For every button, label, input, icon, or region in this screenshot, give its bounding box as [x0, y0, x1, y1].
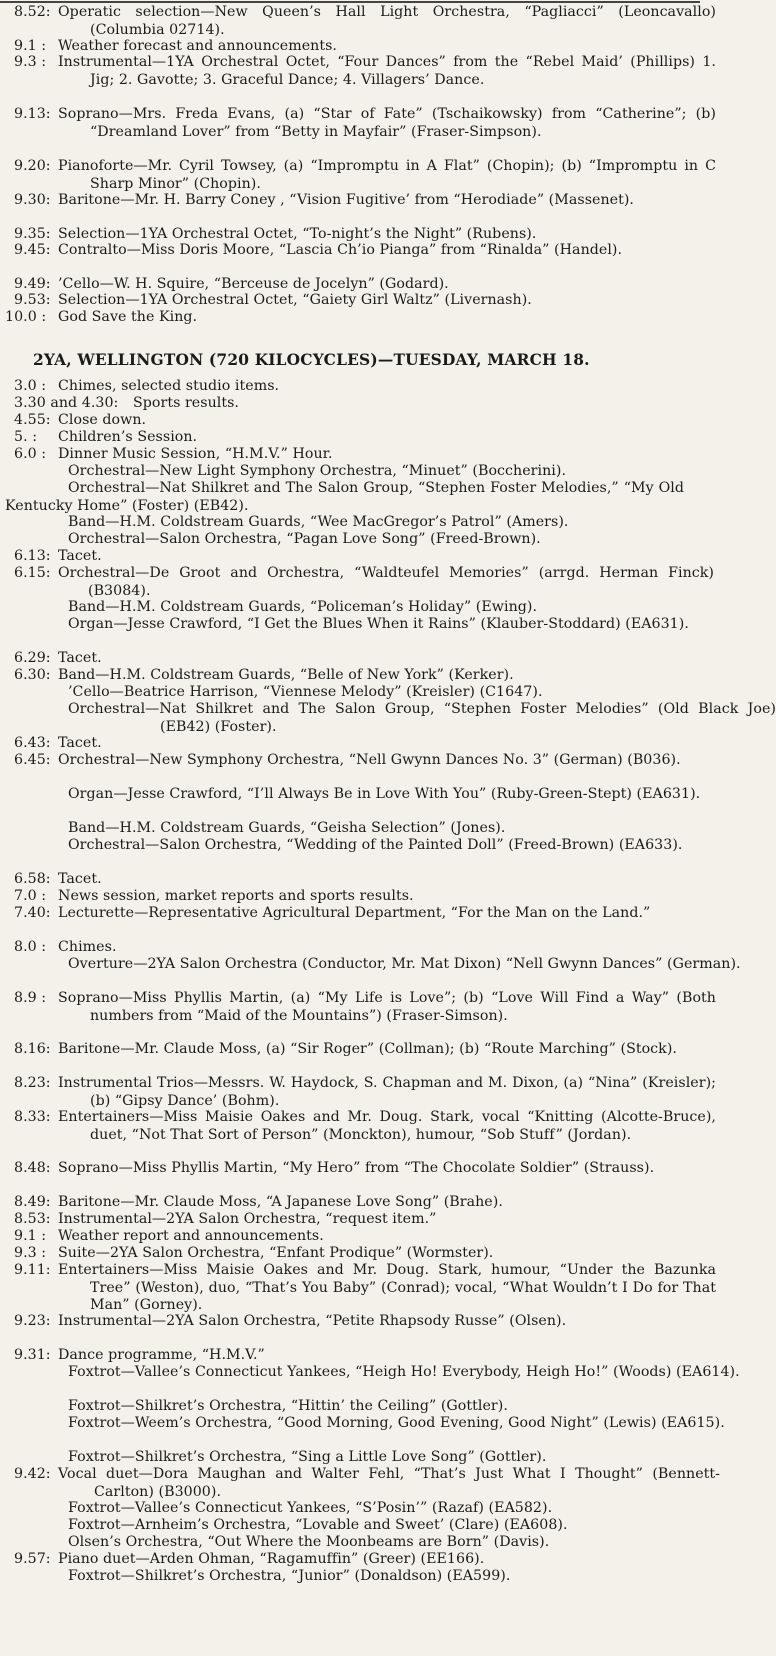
- 1ya-entry: [0, 54, 716, 105]
- 2ya-entry: [0, 463, 700, 480]
- entry-time: 7.40:: [14, 905, 51, 921]
- 1ya-entry: [0, 158, 716, 192]
- entry-time: 8.52:: [14, 4, 51, 20]
- entry-time: 9.30:: [14, 192, 51, 208]
- entry-time: 6.30:: [14, 667, 51, 683]
- entry-text: ’Cello—W. H. Squire, “Berceuse de Jocelyn” (Godard).: [58, 276, 449, 292]
- 2ya-entry: [0, 684, 700, 701]
- entry-time: 9.20:: [14, 158, 51, 174]
- entry-time: 8.33:: [14, 1109, 51, 1125]
- 2ya-entry: [0, 429, 700, 446]
- 1ya-entry: [0, 292, 700, 309]
- entry-text: Tacet.: [58, 871, 102, 887]
- 2ya-entry: [0, 1075, 716, 1109]
- 2ya-entry: [0, 480, 700, 514]
- entry-text: Band—H.M. Coldstream Guards, “Policeman’s Holiday” (Ewing).: [68, 599, 538, 615]
- entry-text: Baritone—Mr. Claude Moss, “A Japanese Love Song” (Brahe).: [58, 1194, 503, 1210]
- 2ya-entry: [0, 786, 700, 820]
- entry-time: 4.55:: [14, 412, 51, 428]
- entry-time: 9.42:: [14, 1466, 51, 1482]
- entry-text: Baritone—Mr. H. Barry Coney , “Vision Fugitive’ from “Herodiade” (Massenet).: [58, 192, 634, 208]
- entry-text: Weather report and announcements.: [58, 1228, 324, 1244]
- entry-time: 6.58:: [14, 871, 51, 887]
- entry-text: Band—H.M. Coldstream Guards, “Wee MacGregor’s Patrol” (Amers).: [68, 514, 569, 530]
- 2ya-entry: [0, 650, 700, 667]
- entry-text: Orchestral—New Symphony Orchestra, “Nell Gwynn Dances No. 3” (German) (B036).: [58, 752, 681, 768]
- entry-text: Sports results.: [133, 395, 239, 411]
- 2ya-entry: [0, 1194, 700, 1211]
- entry-text: ’Cello—Beatrice Harrison, “Viennese Melody” (Kreisler) (C1647).: [68, 684, 543, 700]
- entry-time: 7.0 :: [14, 888, 47, 904]
- entry-text: Dance programme, “H.M.V.”: [58, 1347, 265, 1363]
- 1ya-entry: [0, 309, 700, 326]
- 2ya-entry: [0, 378, 700, 395]
- entry-text: Instrumental—2YA Salon Orchestra, “request item.”: [58, 1211, 437, 1227]
- entry-time: 9.53:: [14, 292, 51, 308]
- entry-text: Piano duet—Arden Ohman, “Ragamuffin” (Greer) (EE166).: [58, 1551, 485, 1567]
- top-rule: [0, 1, 700, 3]
- 1ya-entry: [0, 276, 700, 293]
- 2ya-entry: [0, 1551, 700, 1568]
- entry-text: Organ—Jesse Crawford, “I Get the Blues When it Rains” (Klauber-Stoddard) (EA631).: [68, 616, 689, 632]
- entry-time: 9.11:: [14, 1262, 51, 1278]
- entry-time: 3.0 :: [14, 378, 47, 394]
- entry-time: 9.57:: [14, 1551, 51, 1567]
- entry-time: 9.45:: [14, 242, 51, 258]
- entry-text: Orchestral—Salon Orchestra, “Pagan Love Song” (Freed-Brown).: [68, 531, 541, 547]
- entry-time: 10.0 :: [5, 309, 47, 325]
- 2ya-entry: [0, 412, 700, 429]
- entry-text: News session, market reports and sports results.: [58, 888, 414, 904]
- entry-text: Orchestral—De Groot and Orchestra, “Waldteufel Memories” (arrgd. Herman Finck) (B3084).: [58, 565, 714, 599]
- entry-time: 9.31:: [14, 1347, 51, 1363]
- 2ya-entry: [0, 1262, 716, 1314]
- entry-text: Entertainers—Miss Maisie Oakes and Mr. Doug. Stark, humour, “Under the Bazunka Tree” (Weston), duo, “That’s You Baby” (Conrad); vocal, “What Wouldn’t I Do for That Man” (Gorney).: [58, 1262, 716, 1314]
- entry-time: 9.49:: [14, 276, 51, 292]
- entry-text: Band—H.M. Coldstream Guards, “Belle of New York” (Kerker).: [58, 667, 514, 683]
- entry-text: Overture—2YA Salon Orchestra (Conductor, Mr. Mat Dixon) “Nell Gwynn Dances” (German).: [68, 956, 741, 972]
- 2ya-entry: [0, 888, 700, 905]
- entry-text: Instrumental—1YA Orchestral Octet, “Four Dances” from the “Rebel Maid’ (Phillips) 1. Jig; 2. Gavotte; 3. Graceful Dance; 4. Villagers’ Dance.: [58, 54, 716, 88]
- entry-time: 6.29:: [14, 650, 51, 666]
- 1ya-entry: [0, 38, 700, 55]
- 2ya-entry: [0, 565, 714, 599]
- entry-text: Vocal duet—Dora Maughan and Walter Fehl, “That’s Just What I Thought” (Bennett-Carlton) (B3000).: [58, 1466, 720, 1500]
- entry-text: Foxtrot—Shilkret’s Orchestra, “Junior” (Donaldson) (EA599).: [68, 1568, 511, 1584]
- entry-time: 9.1 :: [14, 38, 47, 54]
- 2ya-entry: [0, 1228, 700, 1245]
- entry-text: God Save the King.: [58, 309, 198, 325]
- entry-text: Foxtrot—Vallee’s Connecticut Yankees, “Heigh Ho! Everybody, Heigh Ho!” (Woods) (EA614).: [68, 1364, 740, 1380]
- entry-time: 6.43:: [14, 735, 51, 751]
- 1ya-entry: [0, 4, 716, 38]
- entry-text: Soprano—Miss Phyllis Martin, (a) “My Life is Love”; (b) “Love Will Find a Way” (Both numbers from “Maid of the Mountains”) (Fraser-Simson).: [58, 990, 716, 1024]
- entry-time: 5. :: [14, 429, 38, 445]
- 2ya-entry: [0, 1109, 716, 1160]
- entry-time: 8.9 :: [14, 990, 47, 1006]
- entry-time: 6.15:: [14, 565, 51, 581]
- entry-text: Instrumental—2YA Salon Orchestra, “Petite Rhapsody Russe” (Olsen).: [58, 1313, 567, 1329]
- entry-text: Contralto—Miss Doris Moore, “Lascia Ch’io Pianga” from “Rinalda” (Handel).: [58, 242, 623, 258]
- entry-time: 8.16:: [14, 1041, 51, 1057]
- 2ya-entry: [0, 395, 700, 412]
- entry-text: Orchestral—Nat Shilkret and The Salon Group, “Stephen Foster Melodies,” “My Old Kentucky Home” (Foster) (EB42).: [5, 480, 684, 514]
- entry-text: Foxtrot—Weem’s Orchestra, “Good Morning, Good Evening, Good Night” (Lewis) (EA615).: [68, 1415, 725, 1431]
- entry-text: Orchestral—New Light Symphony Orchestra, “Minuet” (Boccherini).: [68, 463, 567, 479]
- entry-text: Operatic selection—New Queen’s Hall Light Orchestra, “Pagliacci” (Leoncavallo) (Columbia 02714).: [58, 4, 716, 38]
- entry-time: 8.53:: [14, 1211, 51, 1227]
- entry-text: Foxtrot—Arnheim’s Orchestra, “Lovable and Sweet’ (Clare) (EA608).: [68, 1517, 568, 1533]
- 2ya-entry: [0, 735, 700, 752]
- 2ya-entry: [0, 1160, 700, 1194]
- section-heading-2ya: 2YA, WELLINGTON (720 KILOCYCLES)—TUESDAY, MARCH 18.: [33, 351, 590, 369]
- entry-text: Soprano—Mrs. Freda Evans, (a) “Star of Fate” (Tschaikowsky) from “Catherine”; (b) “Dreamland Lover” from “Betty in Mayfair” (Fraser-Simpson).: [58, 106, 716, 140]
- 2ya-entry: [0, 1041, 700, 1075]
- entry-time: 9.13:: [14, 106, 51, 122]
- 2ya-entry: [0, 939, 700, 956]
- 2ya-entry: [0, 616, 700, 650]
- entry-text: Baritone—Mr. Claude Moss, (a) “Sir Roger” (Collman); (b) “Route Marching” (Stock).: [58, 1041, 677, 1057]
- entry-text: Tacet.: [58, 548, 102, 564]
- entry-text: Pianoforte—Mr. Cyril Towsey, (a) “Impromptu in A Flat” (Chopin); (b) “Impromptu in C Sharp Minor” (Chopin).: [58, 158, 716, 192]
- entry-text: Olsen’s Orchestra, “Out Where the Moonbeams are Born” (Davis).: [68, 1534, 550, 1550]
- entry-text: Orchestral—Nat Shilkret and The Salon Group, “Stephen Foster Melodies” (Old Black Joe) (EB42) (Foster).: [68, 701, 776, 735]
- entry-text: Foxtrot—Vallee’s Connecticut Yankees, “S’Posin’” (Razaf) (EA582).: [68, 1500, 553, 1516]
- entry-text: Chimes, selected studio items.: [58, 378, 280, 394]
- 2ya-entry: [0, 1517, 700, 1534]
- entry-time: 9.1 :: [14, 1228, 47, 1244]
- 2ya-entry: [0, 1500, 700, 1517]
- 2ya-entry: [0, 1449, 700, 1466]
- entry-text: Orchestral—Salon Orchestra, “Wedding of the Painted Doll” (Freed-Brown) (EA633).: [68, 837, 683, 853]
- 2ya-entry: [0, 531, 700, 548]
- entry-time: 9.35:: [14, 226, 51, 242]
- entry-time: 3.30 and 4.30:: [14, 395, 119, 411]
- 2ya-entry: [0, 1364, 740, 1398]
- entry-text: Entertainers—Miss Maisie Oakes and Mr. Doug. Stark, vocal “Knitting (Alcotte-Bruce), duet, “Not That Sort of Person” (Monckton), humour, “Sob Stuff” (Jordan).: [58, 1109, 716, 1143]
- 2ya-entry: [0, 820, 700, 837]
- 2ya-entry: [0, 871, 700, 888]
- entry-text: Foxtrot—Shilkret’s Orchestra, “Sing a Little Love Song” (Gottler).: [68, 1449, 547, 1465]
- 2ya-entry: [0, 752, 700, 786]
- 2ya-entry: [0, 1398, 700, 1415]
- entry-time: 8.0 :: [14, 939, 47, 955]
- entry-time: 8.48:: [14, 1160, 51, 1176]
- entry-text: Tacet.: [58, 735, 102, 751]
- 2ya-entry: [0, 548, 700, 565]
- entry-time: 9.3 :: [14, 1245, 47, 1261]
- entry-text: Dinner Music Session, “H.M.V.” Hour.: [58, 446, 333, 462]
- entry-text: Organ—Jesse Crawford, “I’ll Always Be in Love With You” (Ruby-Green-Stept) (EA631).: [68, 786, 701, 802]
- 2ya-entry: [0, 956, 741, 990]
- 2ya-entry: [0, 1347, 700, 1364]
- 1ya-entry: [0, 106, 716, 157]
- 2ya-entry: [0, 667, 700, 684]
- entry-time: 9.23:: [14, 1313, 51, 1329]
- entry-time: 8.23:: [14, 1075, 51, 1091]
- 2ya-entry: [0, 1534, 700, 1551]
- entry-text: Lecturette—Representative Agricultural Department, “For the Man on the Land.”: [58, 905, 651, 921]
- entry-time: 6.0 :: [14, 446, 47, 462]
- 2ya-entry: [0, 701, 776, 735]
- entry-text: Tacet.: [58, 650, 102, 666]
- entry-text: Children’s Session.: [58, 429, 198, 445]
- entry-text: Instrumental Trios—Messrs. W. Haydock, S. Chapman and M. Dixon, (a) “Nina” (Kreisler); (b) “Gipsy Dance’ (Bohm).: [58, 1075, 716, 1109]
- entry-text: Close down.: [58, 412, 147, 428]
- 2ya-entry: [0, 1211, 700, 1228]
- 2ya-entry: [0, 599, 700, 616]
- entry-time: 9.3 :: [14, 54, 47, 70]
- entry-time: 6.13:: [14, 548, 51, 564]
- 2ya-entry: [0, 1415, 725, 1449]
- entry-text: Soprano—Miss Phyllis Martin, “My Hero” from “The Chocolate Soldier” (Strauss).: [58, 1160, 655, 1176]
- 2ya-entry: [0, 1568, 700, 1585]
- entry-text: Selection—1YA Orchestral Octet, “To-night’s the Night” (Rubens).: [58, 226, 537, 242]
- 2ya-entry: [0, 1313, 700, 1347]
- 2ya-entry: [0, 514, 700, 531]
- entry-text: Chimes.: [58, 939, 117, 955]
- entry-text: Band—H.M. Coldstream Guards, “Geisha Selection” (Jones).: [68, 820, 506, 836]
- 1ya-entry: [0, 242, 700, 276]
- entry-text: Suite—2YA Salon Orchestra, “Enfant Prodique” (Wormster).: [58, 1245, 494, 1261]
- entry-time: 8.49:: [14, 1194, 51, 1210]
- 2ya-entry: [0, 446, 700, 463]
- 2ya-entry: [0, 1466, 720, 1500]
- 1ya-entry: [0, 226, 700, 243]
- entry-time: 6.45:: [14, 752, 51, 768]
- 1ya-entry: [0, 192, 700, 226]
- 2ya-entry: [0, 1245, 700, 1262]
- 2ya-entry: [0, 905, 700, 939]
- 2ya-entry: [0, 990, 716, 1041]
- entry-text: Weather forecast and announcements.: [58, 38, 337, 54]
- 2ya-entry: [0, 837, 700, 871]
- entry-text: Selection—1YA Orchestral Octet, “Gaiety Girl Waltz” (Livernash).: [58, 292, 532, 308]
- entry-text: Foxtrot—Shilkret’s Orchestra, “Hittin’ the Ceiling” (Gottler).: [68, 1398, 508, 1414]
